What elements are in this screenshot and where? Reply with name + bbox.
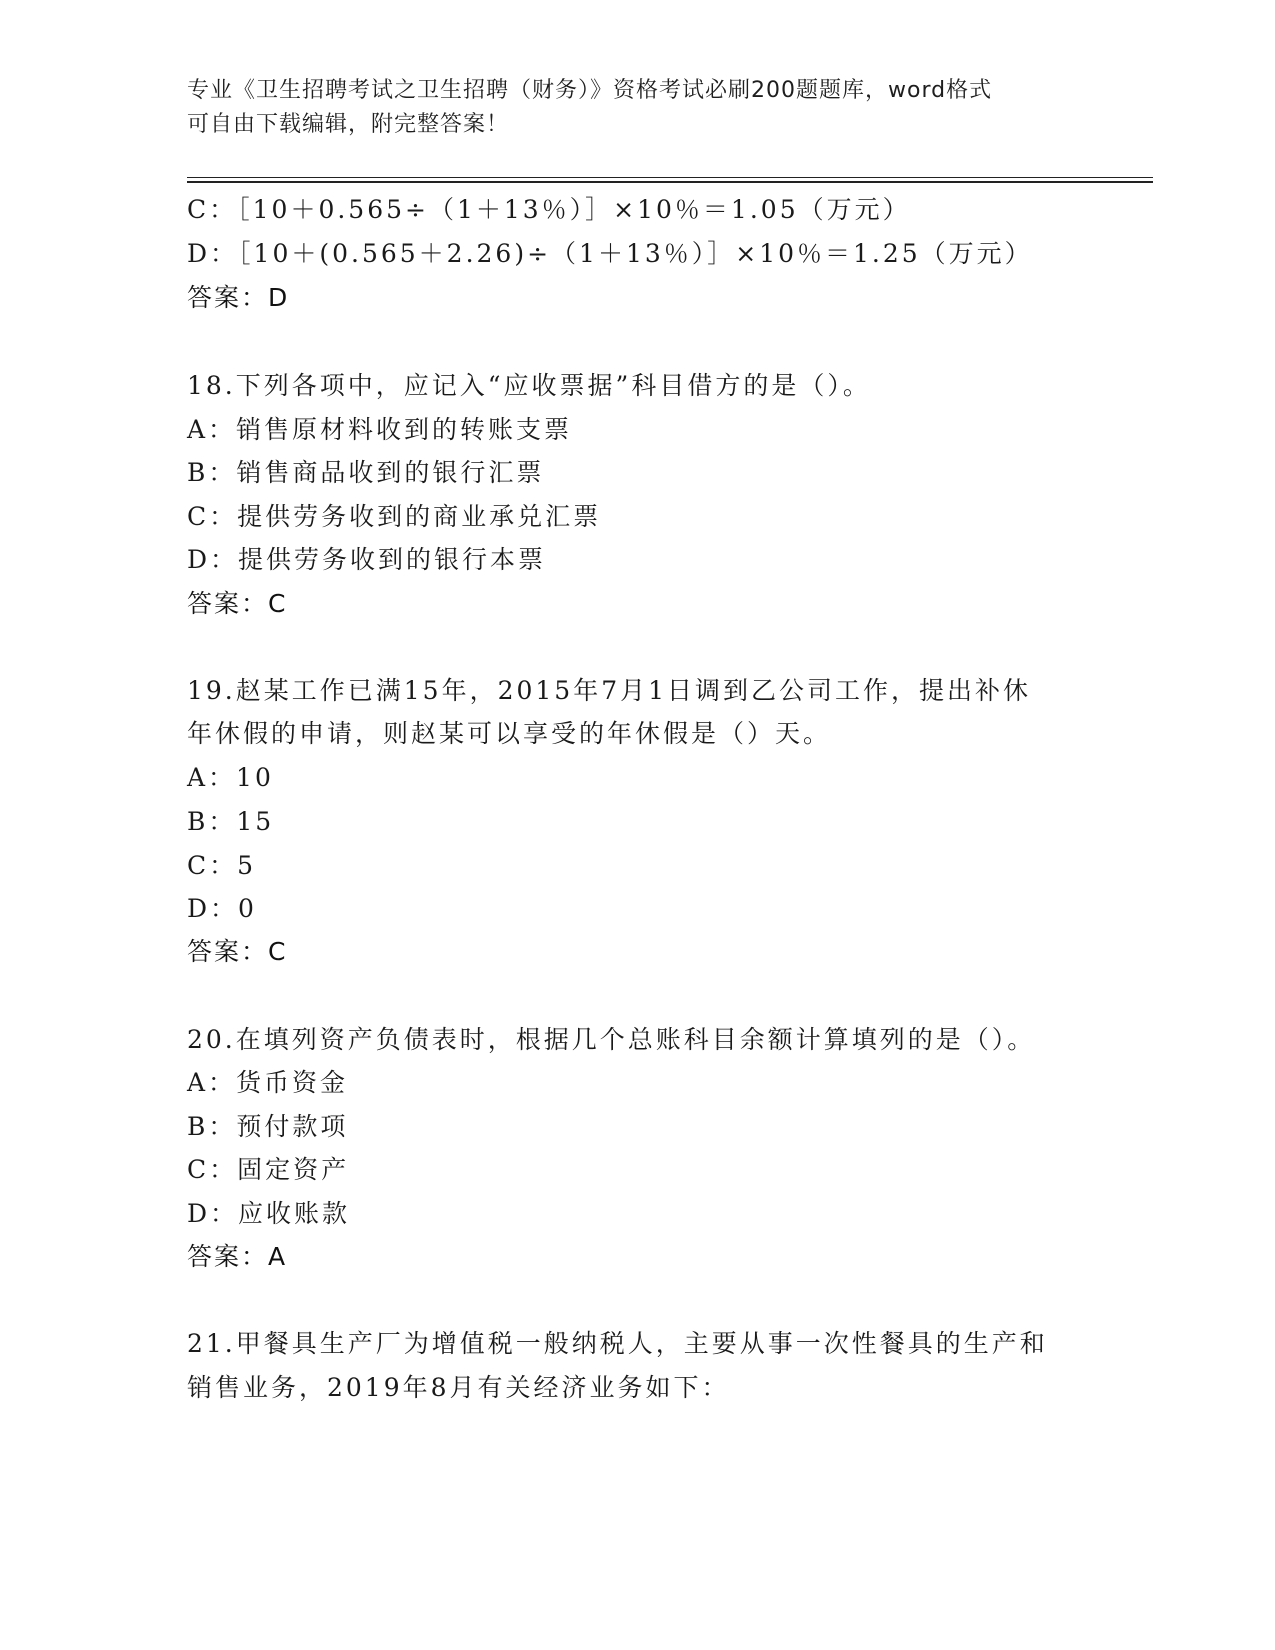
q19-option-b: B：15 <box>187 807 275 836</box>
q21-question-line-2: 销售业务，2019年8月有关经济业务如下： <box>187 1373 730 1402</box>
q18-answer: 答案：C <box>187 589 288 618</box>
q20-option-d: D：应收账款 <box>187 1199 351 1228</box>
q20-question: 20.在填列资产负债表时，根据几个总账科目余额计算填列的是（）。 <box>187 1025 1036 1054</box>
header-divider-thick <box>187 181 1153 183</box>
q20-option-a: A：货币资金 <box>187 1068 349 1097</box>
q19-question-line-1: 19.赵某工作已满15年，2015年7月1日调到乙公司工作，提出补休 <box>187 676 1032 705</box>
q17-option-c: C：［10＋0.565÷（1＋13％）］×10％＝1.05（万元） <box>187 195 911 224</box>
q19-answer: 答案：C <box>187 937 288 966</box>
q18-option-a: A：销售原材料收到的转账支票 <box>187 415 573 444</box>
q19-option-d: D：0 <box>187 894 257 923</box>
q18-option-d: D：提供劳务收到的银行本票 <box>187 545 547 574</box>
q20-answer: 答案：A <box>187 1242 288 1271</box>
q18-question: 18.下列各项中，应记入“应收票据”科目借方的是（）。 <box>187 371 871 400</box>
q19-option-c: C：5 <box>187 851 257 880</box>
header-title-line-1: 专业《卫生招聘考试之卫生招聘（财务）》资格考试必刷200题题库，word格式 <box>187 78 993 103</box>
q19-option-a: A：10 <box>187 763 274 792</box>
q17-option-d: D：［10＋(0.565＋2.26)÷（1＋13％）］×10％＝1.25（万元） <box>187 239 1033 268</box>
q21-question-line-1: 21.甲餐具生产厂为增值税一般纳税人，主要从事一次性餐具的生产和 <box>187 1329 1048 1358</box>
header-title-line-2: 可自由下载编辑，附完整答案！ <box>187 112 510 137</box>
q20-option-b: B：预付款项 <box>187 1112 349 1141</box>
document-header <box>187 74 1067 142</box>
q18-option-c: C：提供劳务收到的商业承兑汇票 <box>187 502 602 531</box>
q20-option-c: C：固定资产 <box>187 1155 350 1184</box>
q18-option-b: B：销售商品收到的银行汇票 <box>187 458 545 487</box>
q17-answer: 答案：D <box>187 283 290 312</box>
q19-question-line-2: 年休假的申请，则赵某可以享受的年休假是（）天。 <box>187 719 832 748</box>
header-divider-thin <box>187 177 1153 178</box>
